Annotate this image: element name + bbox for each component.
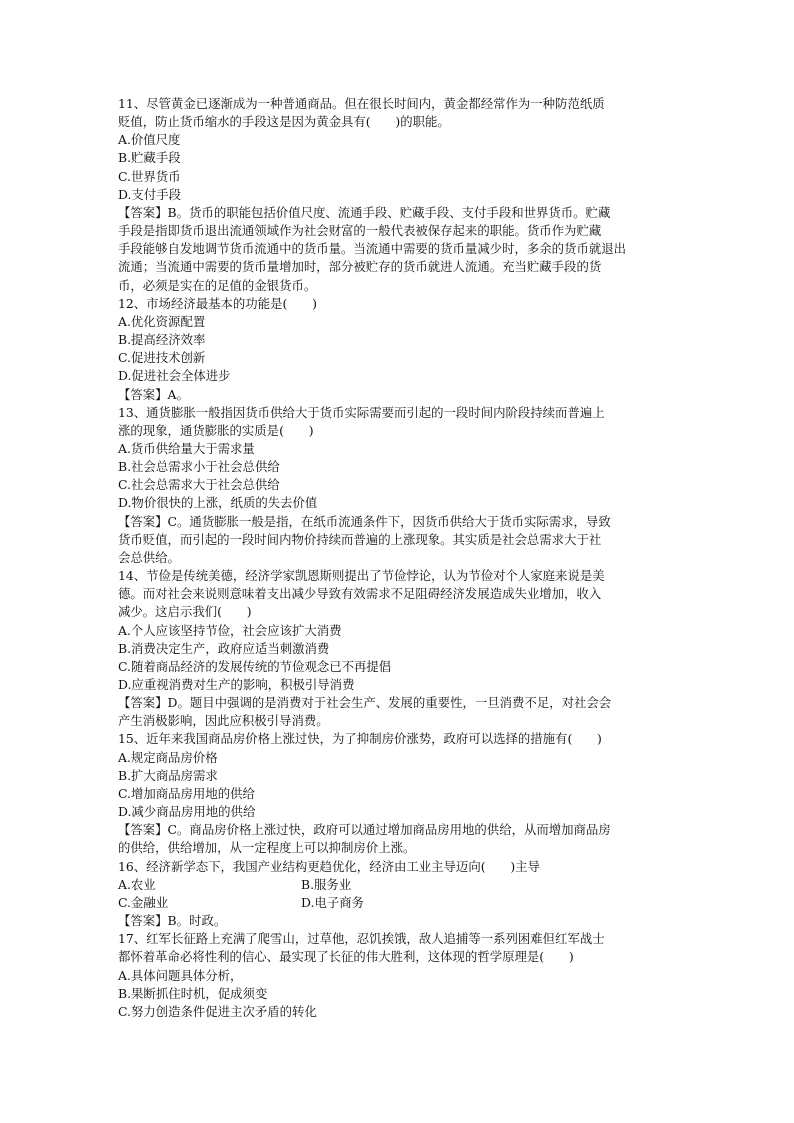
answer-option: B.服务业	[301, 876, 352, 892]
answer-option: A.具体问题具体分析，	[118, 967, 243, 983]
question-text: 12、市场经济最基本的功能是( )	[118, 295, 317, 311]
answer-option: C.随着商品经济的发展传统的节俭观念已不再提倡	[118, 658, 392, 674]
answer-explanation: 【答案】C。通货膨胀一般是指，在纸币流通条件下，因货币供给大于货币实际需求，导致	[118, 513, 611, 529]
question-block	[118, 858, 678, 931]
answer-option: D.应重视消费对生产的影响，积极引导消费	[118, 677, 355, 692]
question-text: 都怀着革命必将性利的信心、最实现了长征的伟大胜利，这体现的哲学原理是( )	[118, 949, 574, 965]
question-text: 涨的现象，通货膨胀的实质是( )	[118, 422, 314, 438]
answer-option: A.农业	[118, 876, 156, 892]
question-block	[118, 95, 678, 295]
question-block	[118, 567, 678, 730]
answer-option: D.电子商务	[301, 894, 364, 910]
question-text: 17、红军长征路上充满了爬雪山，过草他，忍饥挨饿，敌人追捕等一系列困难但红军战士	[118, 931, 605, 947]
question-text: 15、近年来我国商品房价格上涨过快，为了抑制房价涨势，政府可以选择的措施有( )	[118, 731, 602, 747]
answer-option: C.金融业	[118, 894, 169, 910]
option-row	[118, 876, 678, 894]
answer-explanation: 货币贬值，而引起的一段时间内物价持续而普遍的上涨现象。其实质是社会总需求大于社	[118, 531, 602, 547]
answer-explanation: 手段能够自发地调节货币流通中的货币量。当流通中需要的货币量减少时，多余的货币就退出	[118, 241, 627, 257]
answer-explanation: 【答案】B。时政。	[118, 913, 227, 929]
answer-option: C.努力创造条件促进主次矛盾的转化	[118, 1003, 317, 1019]
answer-explanation: 币，必须是实在的足值的金银货币。	[118, 277, 317, 293]
answer-option: A.个人应该坚持节俭，社会应该扩大消费	[118, 622, 342, 638]
answer-option: B.消费决定生产，政府应适当刺激消费	[118, 640, 330, 656]
answer-option: D.支付手段	[118, 186, 181, 202]
question-text: 11、尽管黄金已逐渐成为一种普通商品。但在很长时间内，黄金都经常作为一种防范纸质	[118, 96, 605, 111]
answer-option: A.价值尺度	[118, 132, 181, 148]
answer-explanation: 产生消极影响，因此应积极引导消费。	[118, 713, 329, 729]
question-text: 德。而对社会来说则意味着支出减少导致有效需求不足阻碍经济发展造成失业增加，收入	[118, 586, 602, 602]
question-text: 13、通货膨胀一般指因货币供给大于货币实际需要而引起的一段时间内阶段持续而普遍上	[118, 404, 605, 420]
answer-explanation: 【答案】C。商品房价格上涨过快，政府可以通过增加商品房用地的供给，从而增加商品房	[118, 822, 611, 838]
answer-option: B.贮藏手段	[118, 150, 181, 166]
question-text: 16、经济新学态下，我国产业结构更趋优化，经济由工业主导迈向( )主导	[118, 858, 540, 874]
answer-explanation: 【答案】A。	[118, 386, 189, 402]
option-row	[118, 894, 678, 912]
answer-option: D.促进社会全体进步	[118, 368, 231, 384]
answer-option: D.物价很快的上涨，纸质的失去价值	[118, 495, 318, 511]
answer-explanation: 会总供给。	[118, 549, 180, 565]
answer-explanation: 【答案】B。货币的职能包括价值尺度、流通手段、贮藏手段、支付手段和世界货币。贮藏	[118, 204, 611, 220]
question-text: 贬值，防止货币缩水的手段这是因为黄金具有( )的职能。	[118, 114, 450, 130]
answer-option: B.扩大商品房需求	[118, 767, 218, 783]
answer-option: C.促进技术创新	[118, 350, 206, 366]
answer-option: A.货币供给量大于需求量	[118, 440, 255, 456]
answer-option: A.规定商品房价格	[118, 749, 218, 765]
answer-explanation: 【答案】D。题目中强调的是消费对于社会生产、发展的重要性，一旦消费不足，对社会会	[118, 695, 612, 711]
answer-option: C.社会总需求大于社会总供给	[118, 477, 280, 493]
question-text: 减少。这启示我们( )	[118, 604, 252, 620]
answer-explanation: 手段是指即货币退出流通领域作为社会财富的一般代表被保存起来的职能。货币作为贮藏	[118, 223, 602, 239]
question-block	[118, 404, 678, 567]
answer-option: C.增加商品房用地的供给	[118, 785, 255, 801]
answer-option: B.果断抓住时机，促成须变	[118, 985, 268, 1001]
answer-option: D.减少商品房用地的供给	[118, 804, 256, 820]
answer-explanation: 流通；当流通中需要的货币量增加时，部分被贮存的货币就进人流通。充当贮藏手段的货	[118, 259, 602, 275]
answer-option: C.世界货币	[118, 168, 181, 184]
question-text: 14、节俭是传统美德，经济学家凯恩斯则提出了节俭悖论，认为节俭对个人家庭来说是美	[118, 568, 605, 584]
answer-option: A.优化资源配置	[118, 313, 206, 329]
question-block	[118, 930, 678, 1021]
question-block	[118, 295, 678, 404]
answer-option: B.提高经济效率	[118, 332, 206, 348]
document-page	[118, 95, 678, 1021]
answer-explanation: 的供给，供给增加，从一定程度上可以抑制房价上涨。	[118, 840, 416, 856]
answer-option: B.社会总需求小于社会总供给	[118, 459, 280, 475]
question-block	[118, 730, 678, 857]
